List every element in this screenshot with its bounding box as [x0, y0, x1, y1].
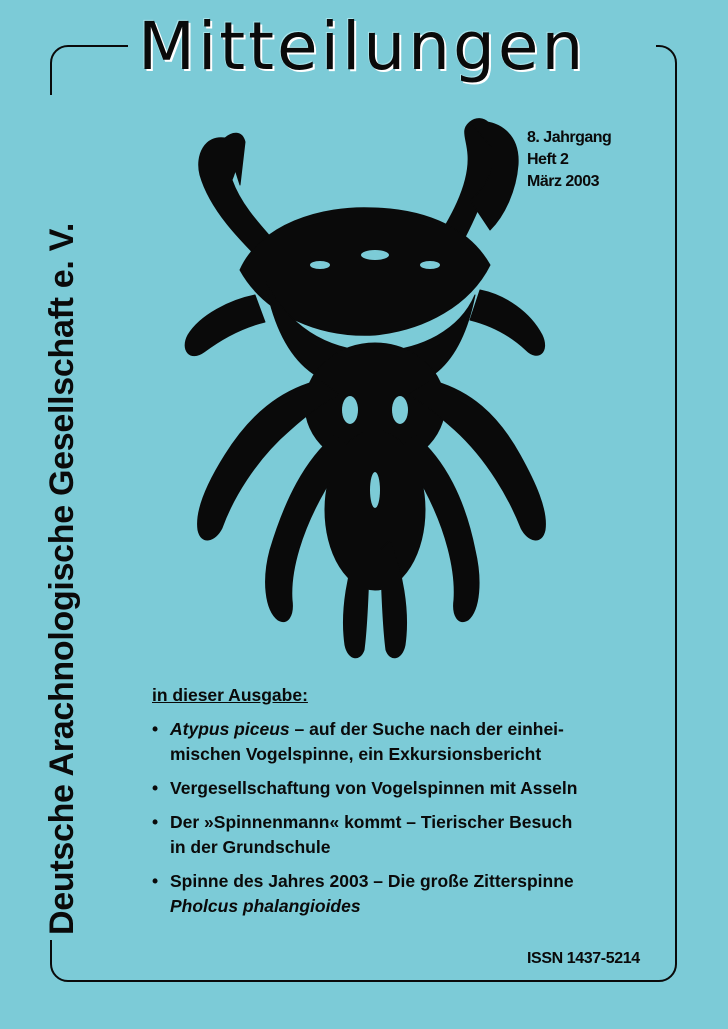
- issue-date: März 2003: [527, 173, 599, 190]
- bullet-icon: •: [152, 871, 159, 891]
- contents-item-line: Atypus piceus – auf der Suche nach der einhei-: [170, 719, 564, 739]
- contents-item-line: Vergesellschaftung von Vogelspinnen mit Asseln: [170, 778, 578, 798]
- contents: [152, 683, 672, 928]
- contents-heading: in dieser Ausgabe:: [152, 685, 308, 705]
- contents-item: [152, 776, 672, 801]
- bullet-icon: •: [152, 778, 159, 798]
- contents-item-line: mischen Vogelspinne, ein Exkursionsbericht: [170, 744, 542, 764]
- tarantula-silhouette-icon: [170, 90, 570, 670]
- contents-item: [152, 869, 672, 919]
- society-name: Deutsche Arachnologische Gesellschaft e. V.: [43, 222, 81, 935]
- contents-item-line: Spinne des Jahres 2003 – Die große Zitterspinne: [170, 871, 574, 891]
- contents-item-line: Der »Spinnenmann« kommt – Tierischer Besuch: [170, 812, 573, 832]
- contents-item-line: in der Grundschule: [170, 837, 331, 857]
- bullet-icon: •: [152, 719, 159, 739]
- contents-item: [152, 810, 672, 860]
- contents-item: [152, 717, 672, 767]
- journal-title: Mitteilungen: [138, 8, 587, 85]
- issue-volume: 8. Jahrgang: [527, 129, 612, 146]
- bullet-icon: •: [152, 812, 159, 832]
- species-name: Pholcus phalangioides: [170, 896, 361, 916]
- issue-number: Heft 2: [527, 151, 569, 168]
- species-name: Atypus piceus: [170, 719, 290, 739]
- issn: ISSN 1437-5214: [527, 950, 640, 967]
- contents-item-line: [170, 894, 672, 919]
